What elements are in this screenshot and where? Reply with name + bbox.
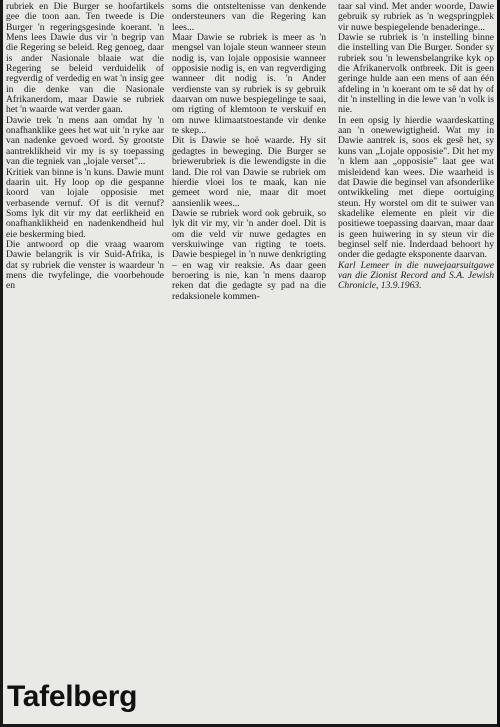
paragraph: rubriek en Die Burger se hoofartikels gee die toon aan. Ten tweede is Die Burger 'n regeringsgesinde koerant. 'n Mens lees Dawie dus vir 'n begrip van die Regering se beleid. Reg genoeg, daar is ander Nasionale blaaie wat die Regering se beleid verduidelik of regverdig of verdedig en wat 'n insig gee in die denke van die Nasionale Afrikanerdom, maar Dawie se rubriek het 'n waarde wat verder gaan. [6,1,164,116]
paragraph: In een opsig ly hierdie waardeskatting aan 'n onewewigtigheid. Wat my in Dawie aantrek is, soos ek gesê het, sy kuns van „Lojale opposisie". Dit het my 'n klem aan „opposisie" laat gee wat misleidend kan wees. Die waarheid is dat Dawie die beginsel van afsonderlike ontwikkeling met diepe oortuiging steun. Hy worstel om dit te suiwer van skadelike elemente en pleit vir die positiewe toepassing daarvan, maar daar is geen huiwering in sy steun vir die beginsel self nie. Inderdaad behoort hy onder die gedagte eksponente daarvan. [338,114,494,261]
paragraph: Dawie trek 'n mens aan omdat hy 'n onafhanklike gees het wat uit 'n ryke aar van nadenke gevoed word. Sy grootste aantreklikheid vir my is sy toepassing van die tegniek van „lojale verset"... [6,114,164,168]
paragraph: taar sal vind. Met ander woorde, Dawie gebruik sy rubriek as 'n wegspringplek vir nuwe bespiegelende benaderinge... [338,1,494,33]
paragraph: Dawie se rubriek is 'n instelling binne die instelling van Die Burger. Sonder sy rubriek sou 'n lewensbelangrike kyk op die Afrikanervolk ontbreek. Dit is geen geringe hulde aan een mens of aan één afdeling in 'n koerant om te sê dat hy of dit 'n instelling in die lewe van 'n volk is nie. [338,32,494,116]
text-column-1 [6,2,164,292]
source-attribution: Karl Lemeer in die nuwejaarsuitgawe van die Zionist Record and S.A. Jewish Chronicle, 13.9.1963. [338,259,494,292]
paragraph: Dit is Dawie se hoë waarde. Hy sit gedagtes in beweging. Die Burger se briewerubriek is die lewendigste in die land. Die rol van Dawie se rubriek om hierdie vloei los te maak, kan nie gemeet word nie, maar dit moet aansienlik wees... [172,135,326,209]
publisher-logo: Tafelberg [7,680,138,713]
text-column-3 [338,2,494,292]
paragraph: Kritiek van binne is 'n kuns. Dawie munt daarin uit. Hy loop op die gespanne koord van lojale opposisie met verbasende vernuf. Of is dit vernuf? Soms lyk dit vir my dat eerlikheid en onafhanklikheid en nadenkendheid hul eie beskerming bied. [6,166,164,240]
paragraph: Maar Dawie se rubriek is meer as 'n mengsel van lojale steun wanneer steun nodig is, van lojale opposisie wanneer opposisie nodig is, en van regverdiging wanneer dit nodig is. 'n Ander verdienste van sy rubriek is sy gebruik daarvan om nuwe bespiegelinge te saai, om rigting of klemtoon te verskuif en om nuwe klimaatstoestande vir denke te skep... [172,32,326,137]
text-column-2 [172,2,326,302]
paragraph: Die antwoord op die vraag waarom Dawie belangrik is vir Suid-Afrika, is dat sy rubriek die venster is waardeur 'n mens die twyfelinge, die voorbehoude en [6,238,164,292]
back-cover [3,0,497,724]
paragraph: Dawie se rubriek word ook gebruik, so lyk dit vir my, vir 'n ander doel. Dit is om die veld vir nuwe gedagtes en verskuiwinge van rigting te toets. Dawie bespiegel in 'n nuwe denkrigting – en wag vir reaksie. As daar geen beroering is nie, kan 'n mens daarop reken dat die gedagte sy pad na die redaksionele kommen- [172,207,326,302]
paragraph: soms die ontsteltenisse van denkende ondersteuners van die Regering kan lees... [172,1,326,33]
